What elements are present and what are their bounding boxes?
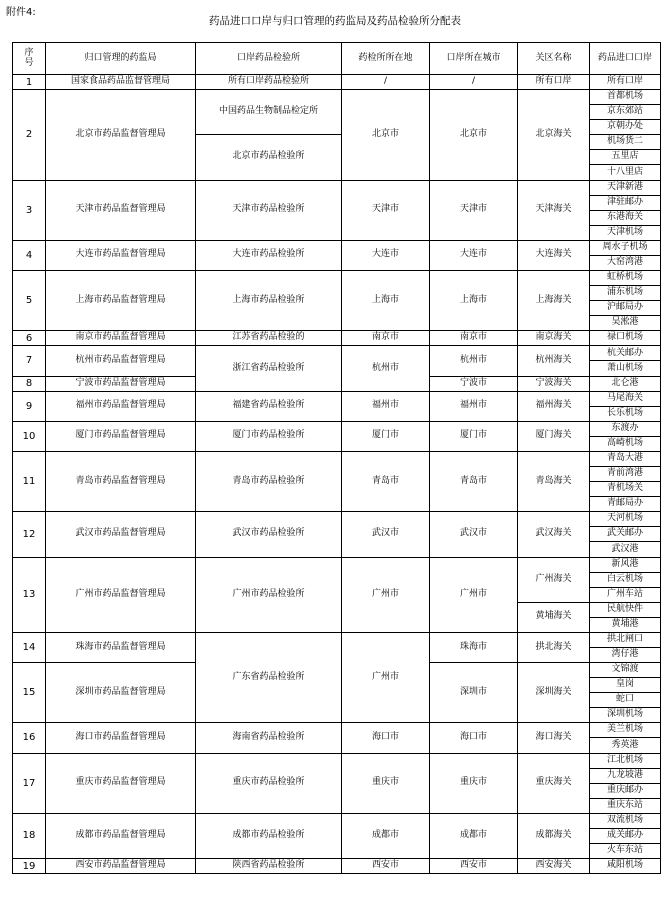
- header-seq: [13, 43, 46, 75]
- table-row: [13, 391, 661, 406]
- bureau-cell: 青岛市药品监督管理局: [46, 451, 196, 511]
- attachment-label: 附件4:: [6, 7, 36, 18]
- lab-cell: 中国药品生物制品检定所: [196, 90, 342, 135]
- customs-cell: 青岛海关: [518, 451, 590, 511]
- port-cell: 天津新港: [590, 180, 661, 195]
- port-city-cell: 成都市: [430, 813, 518, 858]
- port-cell: 青机场关: [590, 482, 661, 497]
- port-cell: 北仑港: [590, 376, 661, 391]
- lab-city-cell: 厦门市: [342, 421, 430, 451]
- port-cell: 新风港: [590, 557, 661, 572]
- port-cell: 武关邮办: [590, 527, 661, 542]
- port-cell: 秀英港: [590, 738, 661, 753]
- port-cell: 江北机场: [590, 753, 661, 768]
- seq-cell: 11: [13, 451, 46, 511]
- port-city-cell: 天津市: [430, 180, 518, 240]
- lab-cell: 浙江省药品检验所: [196, 346, 342, 391]
- table-row: [13, 421, 661, 436]
- bureau-cell: 西安市药品监督管理局: [46, 859, 196, 874]
- header-ports: 药品进口口岸: [590, 43, 661, 75]
- port-city-cell: 福州市: [430, 391, 518, 421]
- table-row: [13, 813, 661, 828]
- port-cell: 火车东站: [590, 843, 661, 858]
- bureau-cell: 上海市药品监督管理局: [46, 271, 196, 331]
- lab-city-cell: 上海市: [342, 271, 430, 331]
- customs-cell: 海口海关: [518, 723, 590, 753]
- customs-cell: 成都海关: [518, 813, 590, 858]
- port-cell: 美兰机场: [590, 723, 661, 738]
- header-lab: 口岸药品检验所: [196, 43, 342, 75]
- seq-cell: 8: [13, 376, 46, 391]
- seq-cell: 17: [13, 753, 46, 813]
- header-bureau: 归口管理的药监局: [46, 43, 196, 75]
- table-row: [13, 557, 661, 572]
- port-cell: 青岛大港: [590, 451, 661, 466]
- seq-cell: 12: [13, 512, 46, 557]
- seq-cell: 14: [13, 632, 46, 662]
- port-cell: 吴淞港: [590, 316, 661, 331]
- port-cell: 天河机场: [590, 512, 661, 527]
- lab-city-cell: /: [342, 75, 430, 90]
- port-cell: 九龙坡港: [590, 768, 661, 783]
- lab-city-cell: 福州市: [342, 391, 430, 421]
- header-lab-city: 药检所所在地: [342, 43, 430, 75]
- seq-cell: 19: [13, 859, 46, 874]
- bureau-cell: 深圳市药品监督管理局: [46, 663, 196, 723]
- port-city-cell: 广州市: [430, 557, 518, 632]
- bureau-cell: 重庆市药品监督管理局: [46, 753, 196, 813]
- port-cell: 湾仔港: [590, 647, 661, 662]
- lab-cell: 广东省药品检验所: [196, 632, 342, 722]
- lab-city-cell: 海口市: [342, 723, 430, 753]
- lab-city-cell: 天津市: [342, 180, 430, 240]
- bureau-cell: 北京市药品监督管理局: [46, 90, 196, 180]
- customs-cell: 上海海关: [518, 271, 590, 331]
- port-cell: 蛇口: [590, 693, 661, 708]
- port-cell: 成关邮办: [590, 828, 661, 843]
- table-row: [13, 632, 661, 647]
- port-cell: [590, 663, 661, 678]
- port-cell: 天津机场: [590, 225, 661, 240]
- bureau-cell: 武汉市药品监督管理局: [46, 512, 196, 557]
- seq-cell: 6: [13, 331, 46, 346]
- port-city-cell: 武汉市: [430, 512, 518, 557]
- port-cell: 民航快件: [590, 602, 661, 617]
- lab-cell: 北京市药品检验所: [196, 135, 342, 180]
- lab-cell: 厦门市药品检验所: [196, 421, 342, 451]
- port-cell: 东渡办: [590, 421, 661, 436]
- port-city-cell: 海口市: [430, 723, 518, 753]
- lab-cell: 上海市药品检验所: [196, 271, 342, 331]
- lab-cell: 成都市药品检验所: [196, 813, 342, 858]
- port-city-cell: 北京市: [430, 90, 518, 180]
- lab-city-cell: 西安市: [342, 859, 430, 874]
- port-cell: 禄口机场: [590, 331, 661, 346]
- lab-city-cell: 南京市: [342, 331, 430, 346]
- table-row: [13, 859, 661, 874]
- port-cell: 广州车站: [590, 587, 661, 602]
- customs-cell: 广州海关: [518, 557, 590, 602]
- table-row: [13, 331, 661, 346]
- table-row: [13, 346, 661, 361]
- port-city-cell: 大连市: [430, 240, 518, 270]
- seq-cell: 2: [13, 90, 46, 180]
- port-cell: 皇岗: [590, 678, 661, 693]
- port-city-cell: 深圳市: [430, 663, 518, 723]
- lab-city-cell: 武汉市: [342, 512, 430, 557]
- page-title: 药品进口口岸与归口管理的药监局及药品检验所分配表: [209, 15, 461, 27]
- customs-cell: 西安海关: [518, 859, 590, 874]
- lab-cell: 大连市药品检验所: [196, 240, 342, 270]
- port-city-cell: /: [430, 75, 518, 90]
- customs-cell: 拱北海关: [518, 632, 590, 662]
- bureau-cell: 珠海市药品监督管理局: [46, 632, 196, 662]
- port-cell: 高崎机场: [590, 436, 661, 451]
- table-row: [13, 240, 661, 255]
- customs-cell: 宁波海关: [518, 376, 590, 391]
- seq-cell: 9: [13, 391, 46, 421]
- bureau-cell: 南京市药品监督管理局: [46, 331, 196, 346]
- customs-cell: 黄埔海关: [518, 602, 590, 632]
- port-cell: 大窑湾港: [590, 255, 661, 270]
- bureau-cell: 宁波市药品监督管理局: [46, 376, 196, 391]
- customs-cell: 北京海关: [518, 90, 590, 180]
- table-row: [13, 753, 661, 768]
- port-cell: 十八里店: [590, 165, 661, 180]
- customs-cell: 大连海关: [518, 240, 590, 270]
- port-cell: 咸阳机场: [590, 859, 661, 874]
- lab-cell: 陕西省药品检验所: [196, 859, 342, 874]
- seq-cell: 15: [13, 663, 46, 723]
- port-cell: 双流机场: [590, 813, 661, 828]
- bureau-cell: 厦门市药品监督管理局: [46, 421, 196, 451]
- lab-city-cell: 北京市: [342, 90, 430, 180]
- bureau-cell: 杭州市药品监督管理局: [46, 346, 196, 376]
- port-cell: 青前湾港: [590, 467, 661, 482]
- port-city-cell: 重庆市: [430, 753, 518, 813]
- lab-cell: 重庆市药品检验所: [196, 753, 342, 813]
- bureau-cell: 福州市药品监督管理局: [46, 391, 196, 421]
- lab-cell: 青岛市药品检验所: [196, 451, 342, 511]
- customs-cell: 武汉海关: [518, 512, 590, 557]
- seq-cell: 1: [13, 75, 46, 90]
- lab-cell: 广州市药品检验所: [196, 557, 342, 632]
- port-cell: 虹桥机场: [590, 271, 661, 286]
- port-allocation-table: [12, 42, 661, 874]
- port-cell: 白云机场: [590, 572, 661, 587]
- port-cell: 津驻邮办: [590, 195, 661, 210]
- seq-cell: 16: [13, 723, 46, 753]
- port-cell: 青邮局办: [590, 497, 661, 512]
- table-row: [13, 90, 661, 105]
- port-city-cell: 杭州市: [430, 346, 518, 376]
- lab-cell: 福建省药品检验所: [196, 391, 342, 421]
- table-row: [13, 271, 661, 286]
- port-cell: 长乐机场: [590, 406, 661, 421]
- lab-city-cell: 重庆市: [342, 753, 430, 813]
- seq-cell: 7: [13, 346, 46, 376]
- table-row: [13, 180, 661, 195]
- table-row: [13, 75, 661, 90]
- port-city-cell: 珠海市: [430, 632, 518, 662]
- port-city-cell: 厦门市: [430, 421, 518, 451]
- port-cell: 所有口岸: [590, 75, 661, 90]
- port-cell: 京朝办处: [590, 120, 661, 135]
- lab-city-cell: 广州市: [342, 632, 430, 722]
- header-customs: 关区名称: [518, 43, 590, 75]
- port-cell: 东港海关: [590, 210, 661, 225]
- seq-cell: 18: [13, 813, 46, 858]
- lab-city-cell: 广州市: [342, 557, 430, 632]
- port-cell: 重庆东站: [590, 798, 661, 813]
- port-city-cell: 上海市: [430, 271, 518, 331]
- port-cell: 马尾海关: [590, 391, 661, 406]
- customs-cell: 厦门海关: [518, 421, 590, 451]
- lab-cell: 江苏省药品检验的: [196, 331, 342, 346]
- port-cell: 武汉港: [590, 542, 661, 557]
- port-city-cell: 宁波市: [430, 376, 518, 391]
- seq-cell: 13: [13, 557, 46, 632]
- customs-cell: 杭州海关: [518, 346, 590, 376]
- bureau-cell: 海口市药品监督管理局: [46, 723, 196, 753]
- header-seq-label: 序号: [24, 47, 34, 68]
- customs-cell: 重庆海关: [518, 753, 590, 813]
- seq-cell: 3: [13, 180, 46, 240]
- lab-city-cell: 杭州市: [342, 346, 430, 391]
- lab-city-cell: 青岛市: [342, 451, 430, 511]
- port-cell: 拱北闸口: [590, 632, 661, 647]
- bureau-cell: 成都市药品监督管理局: [46, 813, 196, 858]
- table-row: [13, 512, 661, 527]
- lab-cell: 天津市药品检验所: [196, 180, 342, 240]
- port-city-cell: 西安市: [430, 859, 518, 874]
- lab-city-cell: 成都市: [342, 813, 430, 858]
- customs-cell: 天津海关: [518, 180, 590, 240]
- port-label: 文锦渡: [611, 664, 639, 675]
- lab-cell: 海南省药品检验所: [196, 723, 342, 753]
- lab-cell: 武汉市药品检验所: [196, 512, 342, 557]
- bureau-cell: 广州市药品监督管理局: [46, 557, 196, 632]
- port-city-cell: 南京市: [430, 331, 518, 346]
- lab-city-cell: 大连市: [342, 240, 430, 270]
- seq-cell: 10: [13, 421, 46, 451]
- header-port-city: 口岸所在城市: [430, 43, 518, 75]
- port-cell: 京东郊站: [590, 105, 661, 120]
- customs-cell: 深圳海关: [518, 663, 590, 723]
- table-row: [13, 723, 661, 738]
- port-cell: 深圳机场: [590, 708, 661, 723]
- port-cell: 浦东机场: [590, 286, 661, 301]
- bureau-cell: 天津市药品监督管理局: [46, 180, 196, 240]
- port-cell: 黄埔港: [590, 617, 661, 632]
- port-cell: 五里店: [590, 150, 661, 165]
- seq-cell: 5: [13, 271, 46, 331]
- customs-cell: 南京海关: [518, 331, 590, 346]
- customs-cell: 所有口岸: [518, 75, 590, 90]
- port-cell: 机场货二: [590, 135, 661, 150]
- port-city-cell: 青岛市: [430, 451, 518, 511]
- table-row: [13, 451, 661, 466]
- port-cell: 周水子机场: [590, 240, 661, 255]
- bureau-cell: 国家食品药品监督管理局: [46, 75, 196, 90]
- seq-cell: 4: [13, 240, 46, 270]
- port-cell: 沪邮局办: [590, 301, 661, 316]
- bureau-cell: 大连市药品监督管理局: [46, 240, 196, 270]
- port-cell: 萧山机场: [590, 361, 661, 376]
- customs-cell: 福州海关: [518, 391, 590, 421]
- port-cell: 重庆邮办: [590, 783, 661, 798]
- header-row: [13, 43, 661, 75]
- lab-cell: 所有口岸药品检验所: [196, 75, 342, 90]
- port-cell: 首都机场: [590, 90, 661, 105]
- port-cell: 杭关邮办: [590, 346, 661, 361]
